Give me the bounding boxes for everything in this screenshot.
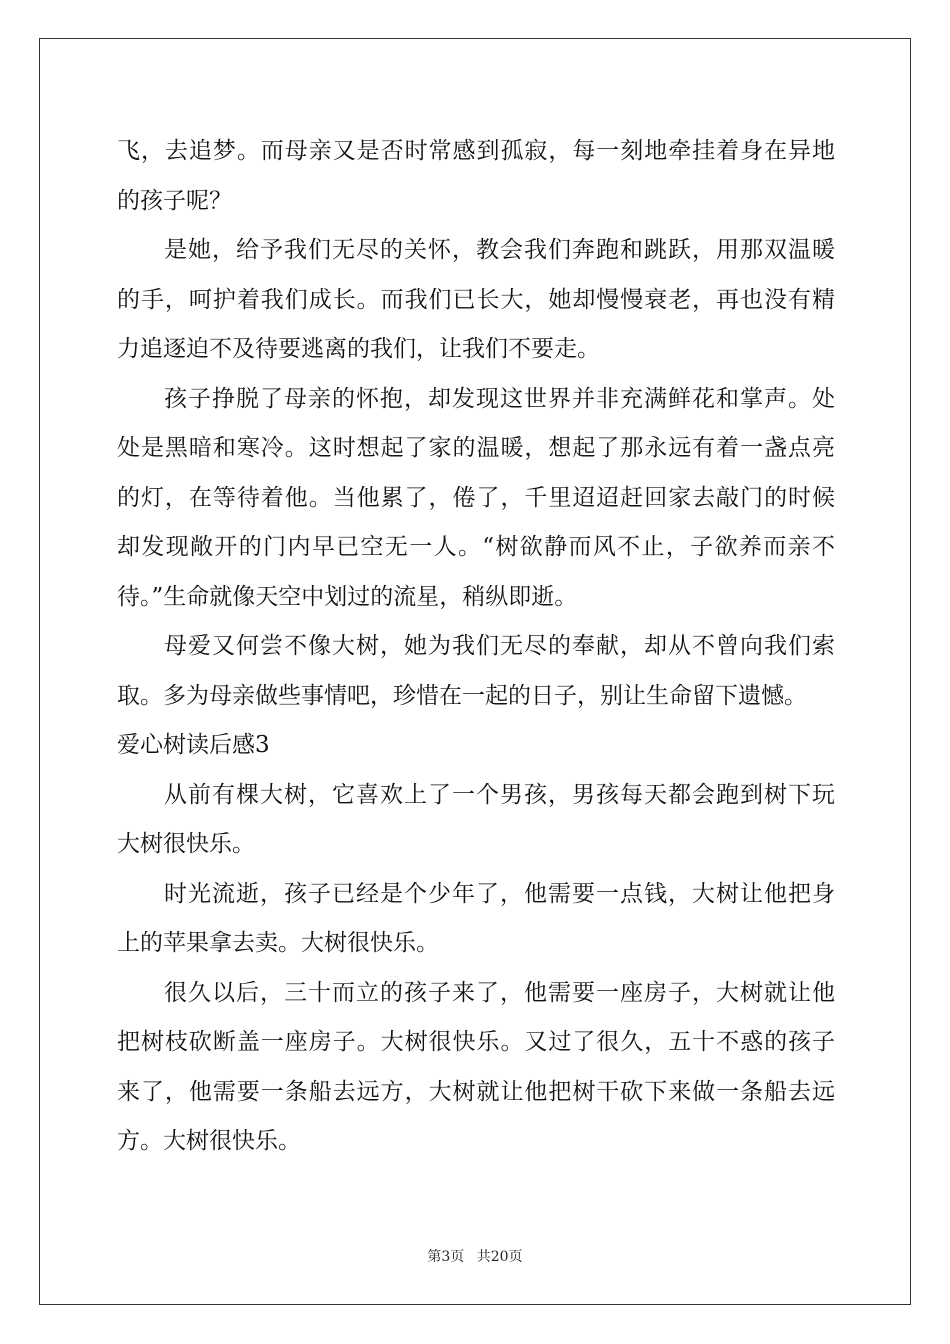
text-line: 很久以后，三十而立的孩子来了，他需要一座房子，大树就让他 <box>164 979 835 1006</box>
paragraph <box>117 771 835 870</box>
page-footer <box>0 1246 950 1266</box>
text-line: 是她，给予我们无尽的关怀，教会我们奔跑和跳跃，用那双温暖 <box>164 237 835 263</box>
document-body <box>117 127 835 1167</box>
text-line: 的孩子呢？ <box>117 187 232 214</box>
text-line: 大树很快乐。 <box>117 831 255 857</box>
text-line: 方。大树很快乐。 <box>117 1128 301 1154</box>
section-heading: 爱心树读后感3 <box>117 732 270 758</box>
paragraph <box>117 375 835 623</box>
text-line: 却发现敞开的门内早已空无一人。“树欲静而风不止，子欲养而亲不 <box>117 534 835 560</box>
text-line: 待。”生命就像天空中划过的流星，稍纵即逝。 <box>117 583 578 610</box>
text-line: 孩子挣脱了母亲的怀抱，却发现这世界并非充满鲜花和掌声。处 <box>164 385 835 412</box>
text-line: 时光流逝，孩子已经是个少年了，他需要一点钱，大树让他把身 <box>164 880 835 907</box>
text-line: 的灯，在等待着他。当他累了，倦了，千里迢迢赶回家去敲门的时候 <box>117 484 835 511</box>
text-line: 母爱又何尝不像大树，她为我们无尽的奉献，却从不曾向我们索 <box>164 633 835 659</box>
paragraph <box>117 226 835 375</box>
paragraph <box>117 969 835 1167</box>
text-line: 上的苹果拿去卖。大树很快乐。 <box>117 930 439 956</box>
paragraph <box>117 127 835 226</box>
text-line: 的手，呵护着我们成长。而我们已长大，她却慢慢衰老，再也没有精 <box>117 286 835 313</box>
text-line: 来了，他需要一条船去远方，大树就让他把树干砍下来做一条船去远 <box>117 1078 835 1105</box>
page-number: 第3页 <box>427 1249 465 1265</box>
text-line: 处是黑暗和寒冷。这时想起了家的温暖，想起了那永远有着一盏点亮 <box>117 435 835 461</box>
page-total: 共20页 <box>476 1249 523 1265</box>
text-line: 把树枝砍断盖一座房子。大树很快乐。又过了很久，五十不惑的孩子 <box>117 1029 835 1055</box>
text-line: 从前有棵大树，它喜欢上了一个男孩，男孩每天都会跑到树下玩 <box>164 781 835 808</box>
paragraph <box>117 870 835 969</box>
text-line: 飞，去追梦。而母亲又是否时常感到孤寂，每一刻地牵挂着身在异地 <box>117 138 835 164</box>
paragraph <box>117 622 835 721</box>
text-line: 取。多为母亲做些事情吧，珍惜在一起的日子，别让生命留下遗憾。 <box>117 682 807 709</box>
text-line: 力追逐迫不及待要逃离的我们，让我们不要走。 <box>117 336 600 362</box>
